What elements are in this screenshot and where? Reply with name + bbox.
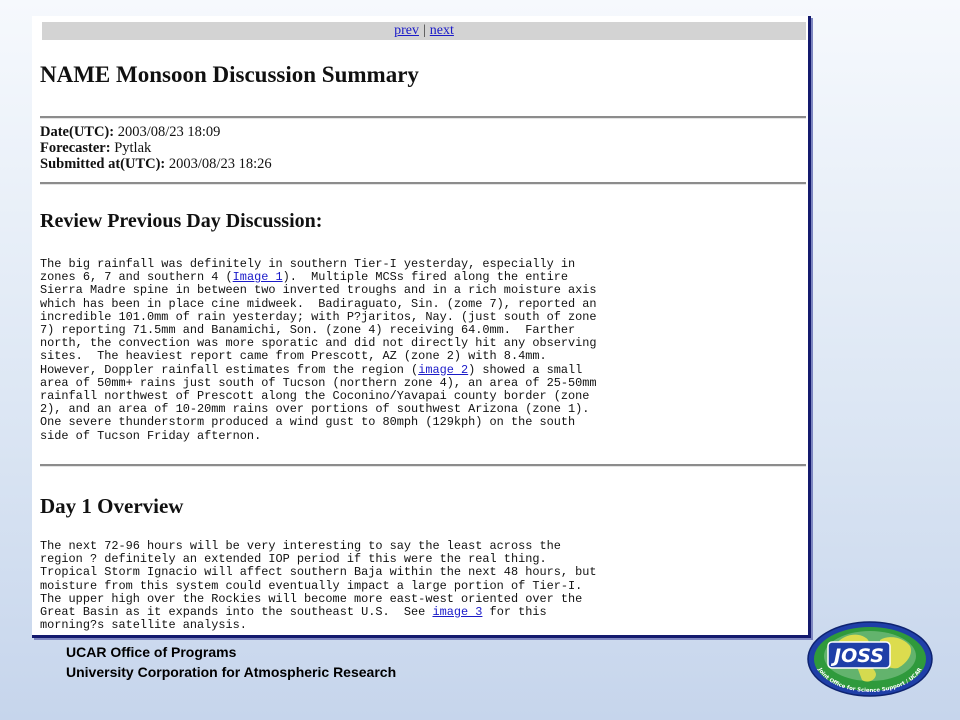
meta-submitted — [40, 156, 272, 172]
footer-line-1: UCAR Office of Programs — [66, 644, 237, 660]
joss-logo — [806, 620, 934, 698]
meta-forecaster-value: Pytlak — [114, 140, 152, 156]
divider — [40, 116, 806, 119]
prev-link[interactable]: prev — [394, 23, 419, 38]
footer — [66, 642, 396, 682]
browser-window — [32, 16, 811, 638]
overview-text: The next 72-96 hours will be very interesting to say the least across the region ? definitely an extended IOP period if this were the real thing. Tropical Storm Ignacio will affect southern Baja within the next 48 hours, but moisture from this system could eventually impact a large portion of Tier-I. The upper high over the Rockies will become more east-west oriented over the Great Basin as it expands into the southeast U.S. See image 3 for this morning?s satellite analysis. — [40, 539, 597, 633]
page-title: NAME Monsoon Discussion Summary — [40, 62, 419, 87]
image-2-link[interactable]: image 2 — [418, 362, 469, 377]
nav-bar — [42, 22, 806, 40]
next-link[interactable]: next — [429, 23, 454, 38]
review-text: The big rainfall was definitely in southern Tier-I yesterday, especially in zones 6, 7 and southern 4 (Image 1). Multiple MCSs fired along the entire Sierra Madre spine in between two inverted troughs and in a rich moisture axis which has been in place cine midweek. Badiraguato, Sin. (zome 7), reported an incredible 101.0mm of rain yesterday; with P?jaritos, Nay. (just south of zone 7) reporting 71.5mm and Banamichi, Son. (zone 4) receiving 64.0mm. Farther north, the convection was more sporatic and did not directly hit any observing sites. The heaviest report came from Prescott, AZ (zone 2) with 8.4mm. However, Doppler rainfall estimates from the region (image 2) showed a small area of 50mm+ rains just south of Tucson (northern zone 4), an area of 25-50mm rainfall northwest of Prescott along the Coconino/Yavapai county border (zone 2), and an area of 10-20mm rains over portions of southwest Arizona (zone 1). One severe thunderstorm produced a wind gust to 80mph (129kph) on the south side of Tucson Friday afternon. — [40, 257, 597, 443]
image-3-link[interactable]: image 3 — [432, 605, 483, 620]
meta-forecaster — [40, 140, 272, 156]
meta-forecaster-label: Forecaster: — [40, 140, 111, 156]
image-1-link[interactable]: Image 1 — [232, 270, 283, 285]
footer-line-2: University Corporation for Atmospheric Research — [66, 664, 397, 680]
nav-separator: | — [422, 23, 426, 38]
review-heading: Review Previous Day Discussion: — [40, 210, 323, 232]
logo-ring-text: Joint Office for Science Support / UCAR — [816, 667, 924, 695]
meta-date-value: 2003/08/23 18:09 — [117, 124, 221, 140]
meta-date-label: Date(UTC): — [40, 124, 115, 140]
meta-submitted-label: Submitted at(UTC): — [40, 156, 166, 172]
meta-submitted-value: 2003/08/23 18:26 — [168, 156, 272, 172]
overview-heading: Day 1 Overview — [40, 494, 184, 518]
divider — [40, 464, 806, 467]
logo-wordmark: JOSS — [834, 645, 884, 667]
meta-block — [40, 124, 272, 172]
meta-date — [40, 124, 272, 140]
divider — [40, 182, 806, 185]
